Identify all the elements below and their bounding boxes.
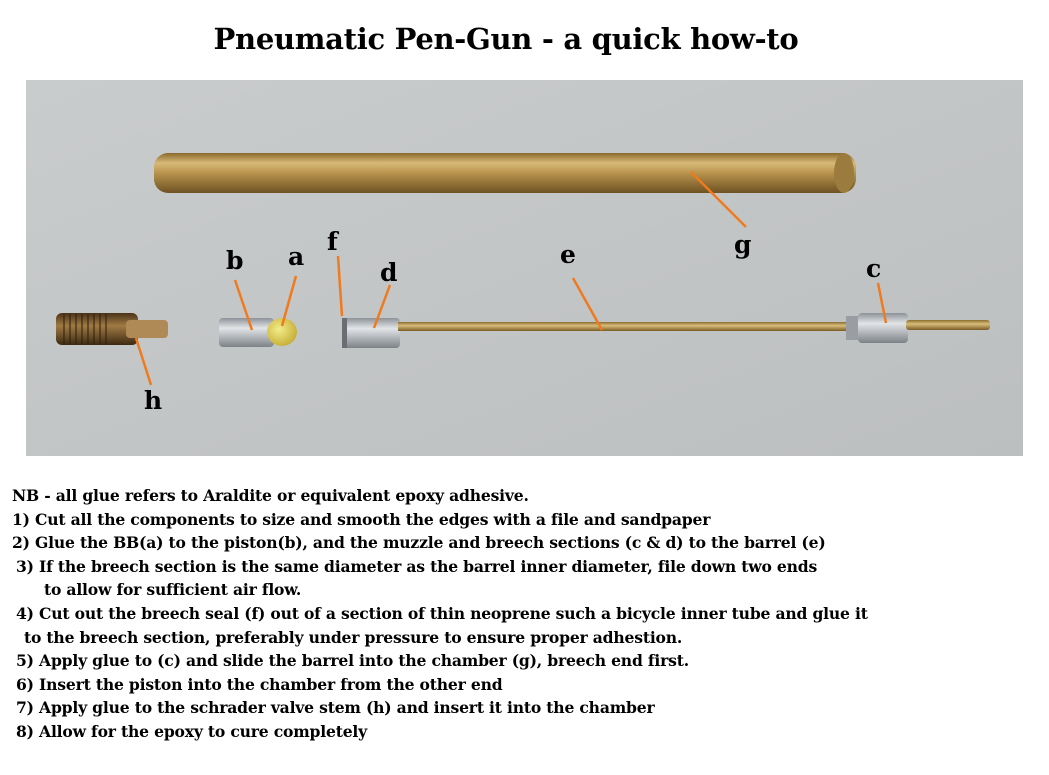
instructions — [12, 484, 1047, 744]
breech-section-d — [342, 318, 400, 348]
label-e: e — [560, 240, 576, 269]
step-6: 6) Insert the piston into the chamber from the other end — [16, 674, 503, 694]
step-5: 5) Apply glue to (c) and slide the barrel into the chamber (g), breech end first. — [16, 651, 689, 671]
piston-b — [219, 318, 274, 347]
step-1: 1) Cut all the components to size and smooth the edges with a file and sandpaper — [12, 509, 711, 529]
chamber-tube-g — [154, 153, 856, 193]
barrel-e — [398, 322, 858, 331]
components-photo — [26, 80, 1023, 456]
label-g: g — [734, 230, 752, 259]
step-3-continued: to allow for sufficient air flow. — [44, 580, 302, 600]
label-c: c — [866, 254, 882, 283]
nb-note: NB - all glue refers to Araldite or equivalent epoxy adhesive. — [12, 486, 529, 505]
step-4-continued: to the breech section, preferably under pressure to ensure proper adhestion. — [24, 627, 683, 647]
label-d: d — [380, 258, 398, 287]
page-title: Pneumatic Pen-Gun - a quick how-to — [213, 22, 799, 56]
step-7: 7) Apply glue to the schrader valve stem (h) and insert it into the chamber — [16, 698, 655, 718]
label-b: b — [226, 246, 244, 275]
step-4: 4) Cut out the breech seal (f) out of a section of thin neoprene such a bicycle inner tube and glue it — [16, 603, 868, 623]
step-2: 2) Glue the BB(a) to the piston(b), and the muzzle and breech sections (c & d) to the barrel (e) — [12, 533, 826, 553]
label-a: a — [288, 242, 305, 271]
label-h: h — [144, 386, 163, 415]
step-3: 3) If the breech section is the same diameter as the barrel inner diameter, file down two ends — [16, 556, 818, 576]
label-f: f — [327, 227, 338, 256]
step-8: 8) Allow for the epoxy to cure completely — [16, 721, 367, 741]
